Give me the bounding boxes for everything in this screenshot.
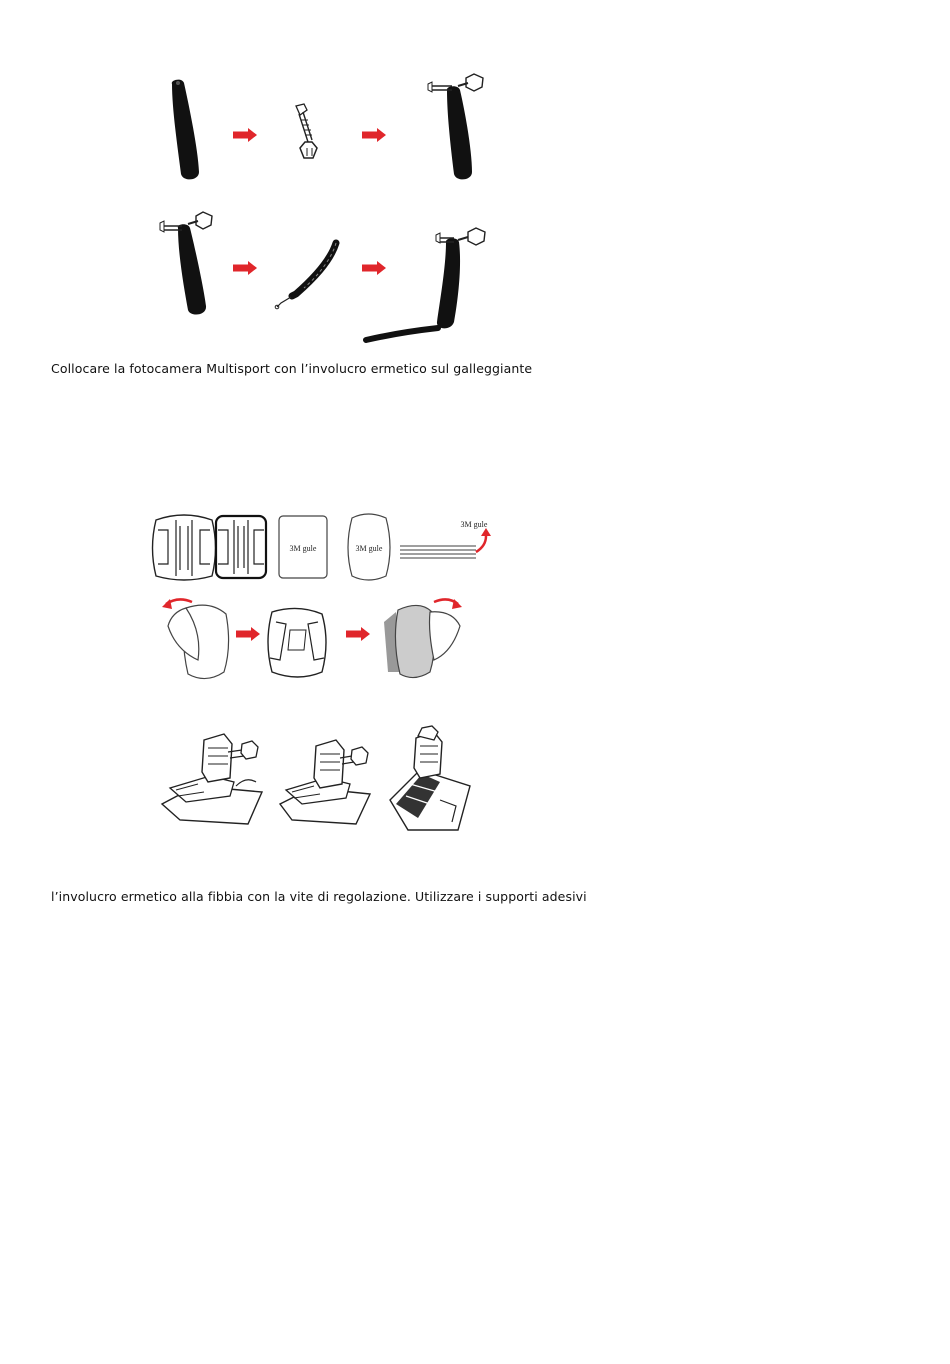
adjustment-screw bbox=[296, 104, 317, 158]
glue-label: 3M gule bbox=[355, 544, 383, 553]
buckle-assembly-curved bbox=[162, 734, 262, 824]
step-arrow bbox=[362, 261, 386, 275]
apply-to-surface-step bbox=[384, 599, 462, 678]
buckle-assembly-flat bbox=[280, 740, 370, 824]
curved-mount bbox=[153, 515, 216, 580]
glue-pad-round bbox=[348, 514, 390, 580]
step-arrow bbox=[362, 128, 386, 142]
mount-with-pad-step bbox=[268, 608, 326, 677]
wrist-strap bbox=[275, 243, 336, 309]
float-handle-with-screw bbox=[160, 212, 212, 315]
step-arrow bbox=[233, 261, 257, 275]
glue-pad-square bbox=[279, 516, 327, 578]
glue-label: 3M gule bbox=[289, 544, 317, 553]
caption-buckle-instructions: l’involucro ermetico alla fibbia con la vite di regolazione. Utilizzare i supporti adesivi bbox=[51, 889, 587, 904]
glue-strip bbox=[400, 520, 491, 558]
glue-label: 3M gule bbox=[460, 520, 488, 529]
step-arrow bbox=[346, 627, 370, 641]
buckle-assembly-vertical bbox=[390, 726, 470, 830]
caption-float-instructions: Collocare la fotocamera Multisport con l’involucro ermetico sul galleggiante bbox=[51, 361, 533, 376]
peel-backing-step bbox=[162, 599, 229, 679]
flat-mount bbox=[216, 516, 266, 578]
float-handle-plain bbox=[172, 80, 199, 180]
float-handle-with-screw bbox=[428, 74, 483, 179]
step-arrow bbox=[236, 627, 260, 641]
float-handle-with-strap bbox=[366, 228, 485, 340]
step-arrow bbox=[233, 128, 257, 142]
